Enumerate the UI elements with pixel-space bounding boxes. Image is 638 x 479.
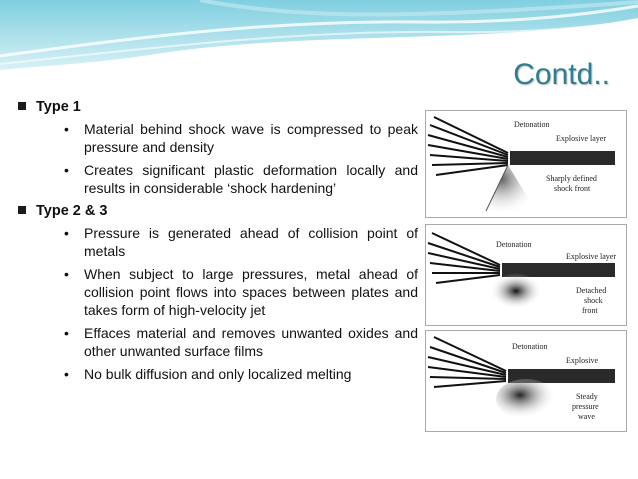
dot-bullet-icon: • [64, 121, 69, 137]
bullet-item: • Creates significant plastic deformation locally and results in considerable ‘shock hardening’ [64, 162, 418, 196]
figure-label: Explosive [566, 356, 598, 365]
figure-label: shock [584, 296, 603, 305]
section-heading-type1: Type 1 [18, 98, 418, 116]
figure-label: Steady [576, 392, 598, 401]
dot-bullet-icon: • [64, 225, 69, 241]
figure-steady-pressure-wave [425, 330, 627, 432]
figure-label: Sharply defined [546, 174, 597, 183]
bullet-item: • No bulk diffusion and only localized melting [64, 366, 352, 382]
figure-shock-front-sharp [425, 110, 627, 218]
bullet-item: • When subject to large pressures, metal ahead of collision point flows into spaces between plates and takes form of high-velocity jet [64, 266, 418, 318]
shock-diagram-1 [426, 111, 626, 217]
figure-label: Detonation [512, 342, 548, 351]
square-bullet-icon [18, 102, 26, 110]
bullet-item: • Pressure is generated ahead of collision point of metals [64, 225, 418, 259]
slide-title: Contd.. [513, 58, 610, 91]
figure-label: Detonation [514, 120, 550, 129]
figure-label: Detached [576, 286, 607, 295]
bullet-item: • Effaces material and removes unwanted oxides and other unwanted surface films [64, 325, 418, 359]
figure-label: wave [578, 412, 595, 421]
dot-bullet-icon: • [64, 366, 69, 382]
square-bullet-icon [18, 206, 26, 214]
figure-label: pressure [572, 402, 599, 411]
section-heading-type2-3: Type 2 & 3 [18, 202, 418, 220]
shock-diagram-2 [426, 225, 626, 325]
figure-label: shock front [554, 184, 591, 193]
figure-label: front [582, 306, 598, 315]
figure-shock-front-detached [425, 224, 627, 326]
figure-label: Explosive layer [566, 252, 616, 261]
figure-label: Detonation [496, 240, 532, 249]
slide-content [18, 96, 418, 388]
dot-bullet-icon: • [64, 266, 69, 282]
bullet-item: • Material behind shock wave is compressed to peak pressure and density [64, 121, 418, 155]
dot-bullet-icon: • [64, 325, 69, 341]
dot-bullet-icon: • [64, 162, 69, 178]
shock-diagram-3 [426, 331, 626, 431]
figure-label: Explosive layer [556, 134, 606, 143]
